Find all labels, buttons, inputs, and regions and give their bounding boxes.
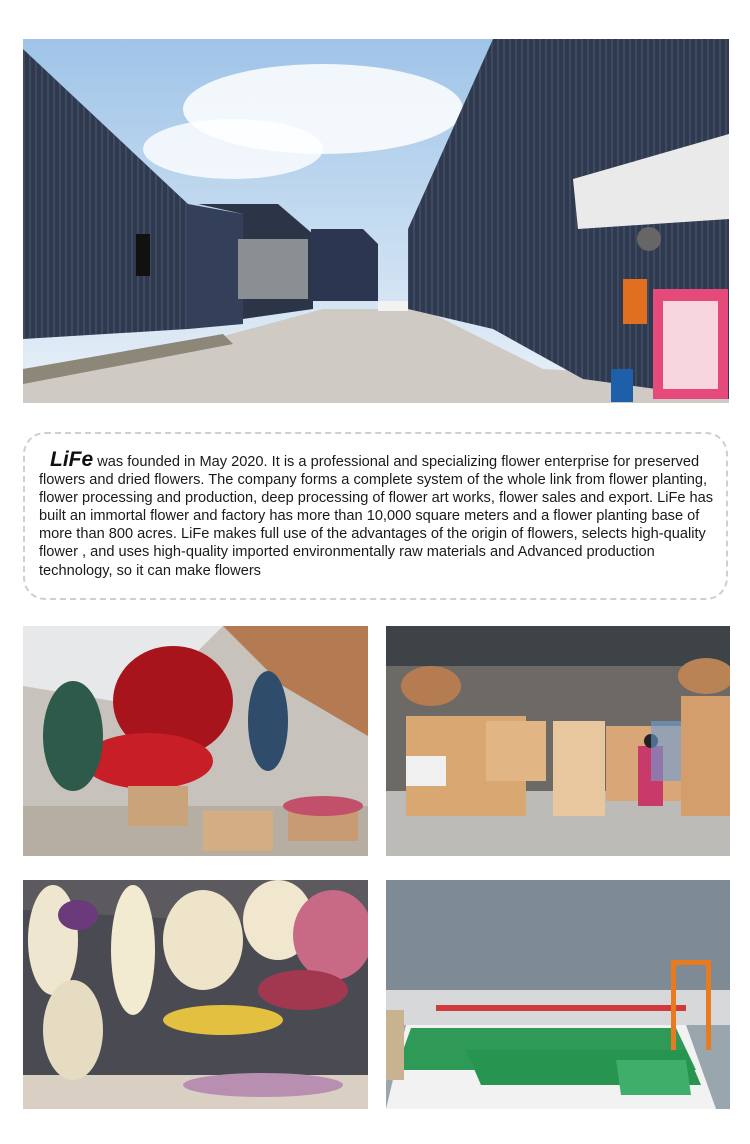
intro-body: was founded in May 2020. It is a professional and specializing flower enterprise for preserved flowers and dried flowers. The company forms a complete system of the whole link from flower planting, flower processing and production, deep processing of flower art works, flower sales and export. LiFe has built an immortal flower and factory has more than 10,000 square meters and a flower planting base of more than 800 acres. LiFe makes full use of the advantages of the origin of flowers, selects high-quality flower , and uses high-quality imported environmentally raw materials and Advanced production technology, so it can make flowers [39, 454, 714, 579]
brand-name: LiFe [50, 448, 94, 471]
warehouse-boxes-photo [386, 626, 730, 856]
hanging-flowers-photo [23, 880, 368, 1109]
factory-exterior-photo [23, 39, 729, 403]
processing-pools-photo [386, 880, 730, 1109]
intro-paragraph [39, 448, 719, 580]
dried-flowers-greenhouse-photo [23, 626, 368, 856]
